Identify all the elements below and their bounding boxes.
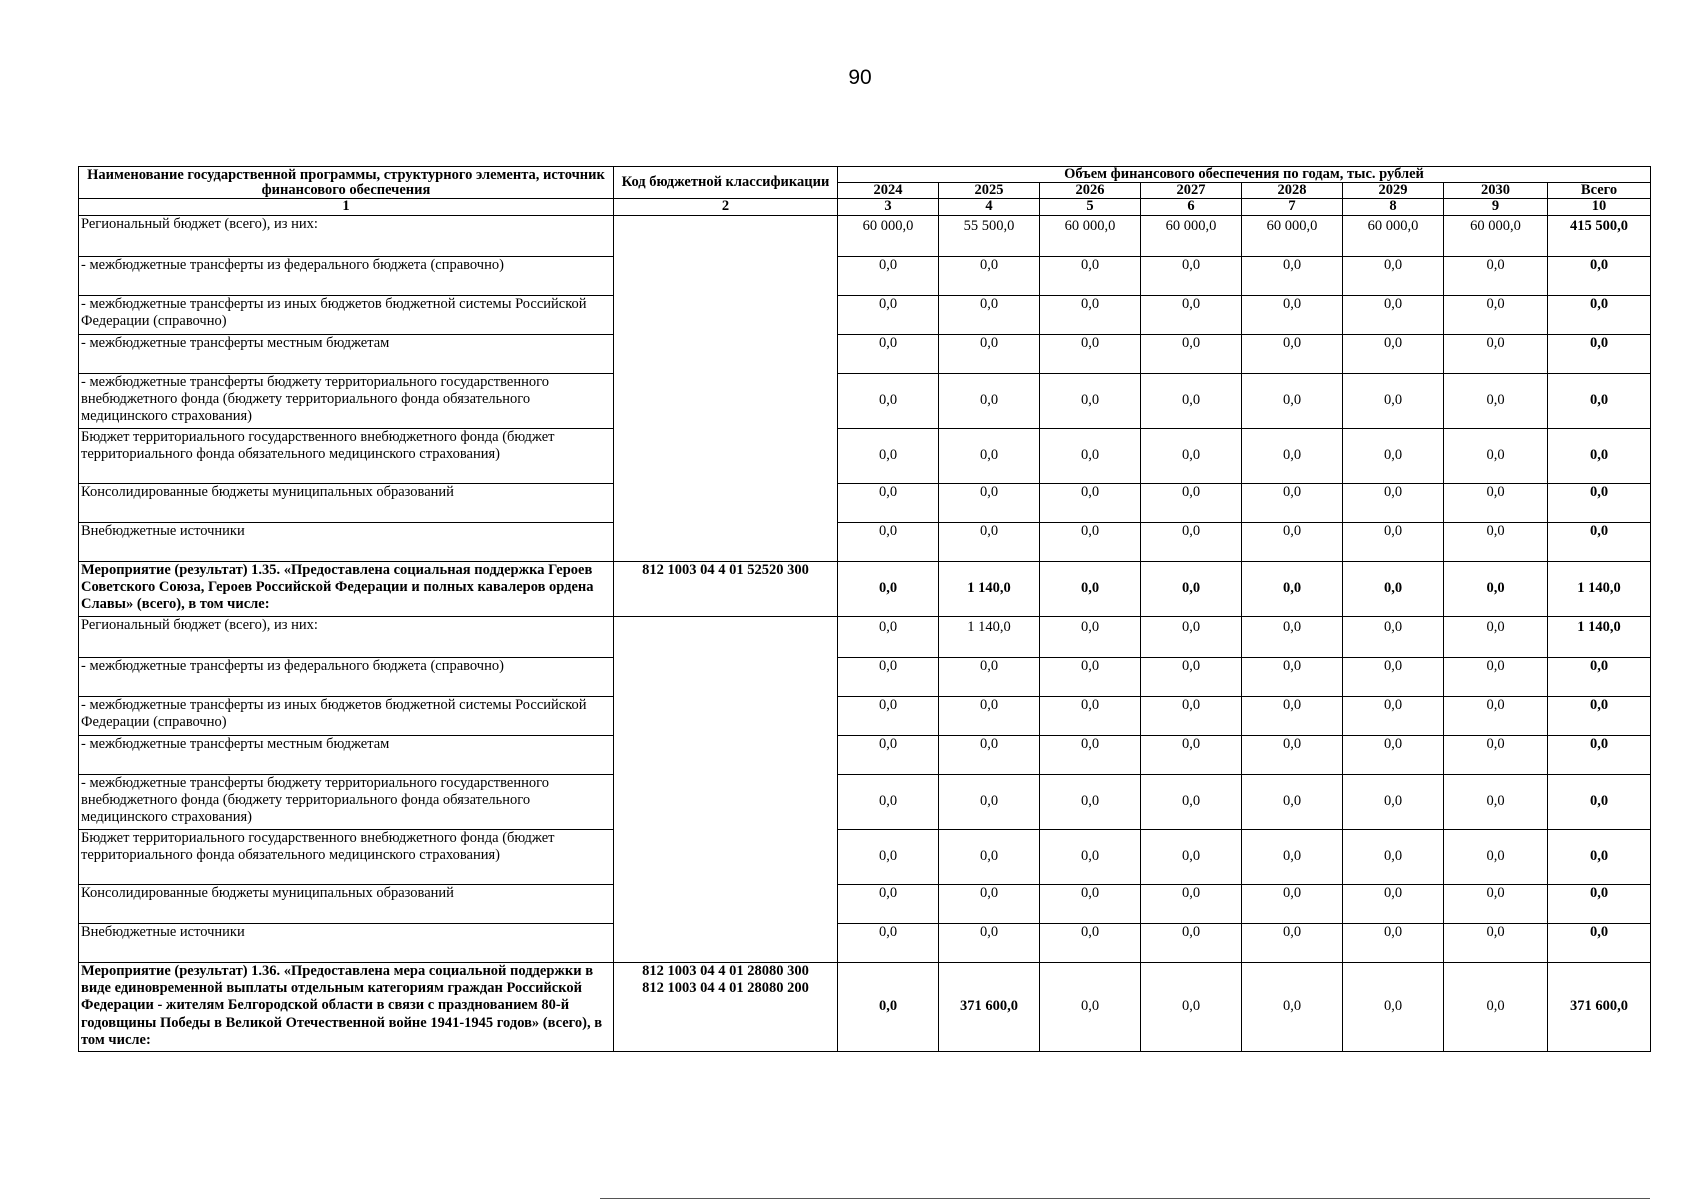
value-cell: 0,0: [939, 428, 1040, 483]
value-cell: 0,0: [1141, 428, 1242, 483]
header-total: Всего: [1548, 183, 1651, 199]
value-cell: 0,0: [838, 696, 939, 735]
value-cell: 371 600,0: [939, 962, 1040, 1051]
value-cell: 0,0: [1040, 428, 1141, 483]
column-number: 7: [1242, 199, 1343, 215]
header-name: Наименование государственной программы, структурного элемента, источник финансового обеспечения: [79, 167, 614, 199]
value-cell: 0,0: [1040, 483, 1141, 522]
value-cell: 0,0: [1040, 774, 1141, 829]
value-cell: 0,0: [1141, 923, 1242, 962]
value-cell: 0,0: [1444, 295, 1548, 334]
row-name: - межбюджетные трансферты из федерального бюджета (справочно): [79, 256, 614, 295]
value-cell: 0,0: [1141, 522, 1242, 561]
value-cell: 0,0: [1141, 256, 1242, 295]
table-row: [79, 295, 1651, 334]
row-name: - межбюджетные трансферты местным бюджетам: [79, 334, 614, 373]
value-cell: 0,0: [1444, 923, 1548, 962]
value-cell: 60 000,0: [1242, 215, 1343, 256]
value-cell: 0,0: [939, 735, 1040, 774]
row-name: - межбюджетные трансферты бюджету территориального государственного внебюджетного фонда (бюджету территориального фонда обязательного медицинского страхования): [79, 774, 614, 829]
value-cell: 0,0: [1444, 829, 1548, 884]
header-year: 2025: [939, 183, 1040, 199]
value-cell: 60 000,0: [1141, 215, 1242, 256]
value-cell: 0,0: [1444, 334, 1548, 373]
table-row: [79, 962, 1651, 1051]
header-year: 2030: [1444, 183, 1548, 199]
value-cell: 0,0: [939, 522, 1040, 561]
value-cell: 60 000,0: [1444, 215, 1548, 256]
value-cell: 0,0: [838, 616, 939, 657]
value-cell: 0,0: [1444, 696, 1548, 735]
column-number: 6: [1141, 199, 1242, 215]
value-cell: 0,0: [939, 295, 1040, 334]
value-cell: 0,0: [1141, 295, 1242, 334]
total-cell: 0,0: [1548, 483, 1651, 522]
value-cell: 60 000,0: [1040, 215, 1141, 256]
page-number: 90: [848, 66, 872, 89]
total-cell: 0,0: [1548, 428, 1651, 483]
total-cell: 0,0: [1548, 657, 1651, 696]
table-row: [79, 483, 1651, 522]
table-row: [79, 923, 1651, 962]
header-year: 2026: [1040, 183, 1141, 199]
value-cell: 0,0: [838, 884, 939, 923]
value-cell: 0,0: [838, 256, 939, 295]
column-number: 1: [79, 199, 614, 215]
row-name: Региональный бюджет (всего), из них:: [79, 215, 614, 256]
column-number: 5: [1040, 199, 1141, 215]
value-cell: 0,0: [838, 334, 939, 373]
table-row: [79, 215, 1651, 256]
value-cell: 0,0: [1444, 657, 1548, 696]
value-cell: 0,0: [838, 657, 939, 696]
value-cell: 0,0: [1141, 696, 1242, 735]
total-cell: 0,0: [1548, 829, 1651, 884]
value-cell: 0,0: [1040, 657, 1141, 696]
header-year: 2028: [1242, 183, 1343, 199]
row-name: - межбюджетные трансферты из иных бюджетов бюджетной системы Российской Федерации (справочно): [79, 696, 614, 735]
value-cell: 0,0: [1242, 923, 1343, 962]
value-cell: 0,0: [838, 923, 939, 962]
row-name: - межбюджетные трансферты из федерального бюджета (справочно): [79, 657, 614, 696]
total-cell: 0,0: [1548, 522, 1651, 561]
total-cell: 0,0: [1548, 295, 1651, 334]
row-name: Внебюджетные источники: [79, 522, 614, 561]
value-cell: 0,0: [838, 373, 939, 428]
value-cell: 0,0: [1444, 884, 1548, 923]
scan-edge-line: [600, 1198, 1650, 1199]
value-cell: 0,0: [1343, 923, 1444, 962]
value-cell: 0,0: [1040, 334, 1141, 373]
value-cell: 0,0: [838, 561, 939, 616]
value-cell: 0,0: [1343, 829, 1444, 884]
table-row: [79, 616, 1651, 657]
value-cell: 60 000,0: [838, 215, 939, 256]
header-volume: Объем финансового обеспечения по годам, тыс. рублей: [838, 167, 1651, 183]
table-row: [79, 884, 1651, 923]
value-cell: 0,0: [1242, 962, 1343, 1051]
value-cell: 0,0: [1343, 334, 1444, 373]
value-cell: 0,0: [1343, 884, 1444, 923]
row-name: Бюджет территориального государственного внебюджетного фонда (бюджет территориального фонда обязательного медицинского страхования): [79, 428, 614, 483]
total-cell: 1 140,0: [1548, 561, 1651, 616]
value-cell: 0,0: [1444, 735, 1548, 774]
value-cell: 0,0: [1040, 923, 1141, 962]
value-cell: 0,0: [1040, 696, 1141, 735]
table-row: [79, 735, 1651, 774]
value-cell: 0,0: [1141, 334, 1242, 373]
value-cell: 0,0: [1141, 483, 1242, 522]
value-cell: 0,0: [1242, 616, 1343, 657]
total-cell: 371 600,0: [1548, 962, 1651, 1051]
value-cell: 0,0: [939, 373, 1040, 428]
value-cell: 0,0: [838, 829, 939, 884]
row-name: Внебюджетные источники: [79, 923, 614, 962]
column-number: 8: [1343, 199, 1444, 215]
value-cell: 0,0: [838, 735, 939, 774]
value-cell: 0,0: [1343, 735, 1444, 774]
value-cell: 0,0: [1343, 561, 1444, 616]
value-cell: 0,0: [1040, 295, 1141, 334]
row-code-line: 812 1003 04 4 01 28080 200: [642, 980, 809, 997]
value-cell: 0,0: [1242, 735, 1343, 774]
value-cell: 0,0: [1444, 428, 1548, 483]
value-cell: 0,0: [1242, 334, 1343, 373]
value-cell: 0,0: [1040, 962, 1141, 1051]
value-cell: 0,0: [1444, 616, 1548, 657]
value-cell: 0,0: [1444, 373, 1548, 428]
value-cell: 0,0: [1141, 735, 1242, 774]
value-cell: 0,0: [1040, 561, 1141, 616]
row-code: 812 1003 04 4 01 52520 300: [614, 561, 838, 616]
column-number: 3: [838, 199, 939, 215]
value-cell: 0,0: [1141, 884, 1242, 923]
value-cell: 0,0: [1343, 962, 1444, 1051]
value-cell: 0,0: [1242, 774, 1343, 829]
value-cell: 0,0: [838, 295, 939, 334]
value-cell: 0,0: [939, 483, 1040, 522]
value-cell: 0,0: [1242, 483, 1343, 522]
value-cell: 0,0: [939, 256, 1040, 295]
header-code: Код бюджетной классификации: [614, 167, 838, 199]
value-cell: 0,0: [1141, 561, 1242, 616]
value-cell: 0,0: [1343, 295, 1444, 334]
total-cell: 415 500,0: [1548, 215, 1651, 256]
measure-name: Мероприятие (результат) 1.35. «Предоставлена социальная поддержка Героев Советского Союза, Героев Российской Федерации и полных кавалеров ордена Славы» (всего), в том числе:: [79, 561, 614, 616]
column-number: 9: [1444, 199, 1548, 215]
value-cell: 0,0: [1242, 561, 1343, 616]
value-cell: 0,0: [939, 334, 1040, 373]
value-cell: 1 140,0: [939, 616, 1040, 657]
value-cell: 0,0: [1040, 256, 1141, 295]
row-code-empty: [614, 215, 838, 561]
total-cell: 1 140,0: [1548, 616, 1651, 657]
value-cell: 0,0: [1040, 373, 1141, 428]
value-cell: 0,0: [838, 522, 939, 561]
table-row: [79, 428, 1651, 483]
total-cell: 0,0: [1548, 373, 1651, 428]
value-cell: 0,0: [1343, 616, 1444, 657]
table-row: [79, 657, 1651, 696]
value-cell: 0,0: [1343, 483, 1444, 522]
value-cell: 0,0: [1343, 774, 1444, 829]
total-cell: 0,0: [1548, 735, 1651, 774]
table-row: [79, 256, 1651, 295]
table-row: [79, 696, 1651, 735]
value-cell: 0,0: [939, 923, 1040, 962]
value-cell: 0,0: [838, 774, 939, 829]
value-cell: 0,0: [1343, 657, 1444, 696]
column-number: 10: [1548, 199, 1651, 215]
total-cell: 0,0: [1548, 884, 1651, 923]
value-cell: 0,0: [1141, 373, 1242, 428]
value-cell: 0,0: [1242, 522, 1343, 561]
table-row: [79, 334, 1651, 373]
total-cell: 0,0: [1548, 256, 1651, 295]
value-cell: 0,0: [939, 774, 1040, 829]
column-number: 2: [614, 199, 838, 215]
value-cell: 0,0: [838, 483, 939, 522]
value-cell: 0,0: [1242, 295, 1343, 334]
value-cell: 55 500,0: [939, 215, 1040, 256]
value-cell: 0,0: [1040, 735, 1141, 774]
header-year: 2024: [838, 183, 939, 199]
value-cell: 0,0: [1343, 428, 1444, 483]
value-cell: 0,0: [1343, 373, 1444, 428]
value-cell: 0,0: [1040, 829, 1141, 884]
total-cell: 0,0: [1548, 923, 1651, 962]
table-row: [79, 829, 1651, 884]
value-cell: 0,0: [1141, 829, 1242, 884]
table-row: [79, 774, 1651, 829]
value-cell: 0,0: [939, 696, 1040, 735]
value-cell: 0,0: [1444, 256, 1548, 295]
value-cell: 0,0: [1242, 829, 1343, 884]
header-year: 2029: [1343, 183, 1444, 199]
value-cell: 0,0: [1242, 657, 1343, 696]
column-number: 4: [939, 199, 1040, 215]
value-cell: 0,0: [1242, 428, 1343, 483]
header-year: 2027: [1141, 183, 1242, 199]
row-name: Консолидированные бюджеты муниципальных образований: [79, 884, 614, 923]
value-cell: 0,0: [939, 884, 1040, 923]
value-cell: 1 140,0: [939, 561, 1040, 616]
table-row: [79, 561, 1651, 616]
row-code: [614, 962, 838, 1051]
value-cell: 0,0: [1444, 774, 1548, 829]
value-cell: 0,0: [838, 428, 939, 483]
value-cell: 0,0: [1040, 884, 1141, 923]
value-cell: 0,0: [1242, 256, 1343, 295]
value-cell: 0,0: [939, 829, 1040, 884]
value-cell: 0,0: [1141, 962, 1242, 1051]
value-cell: 60 000,0: [1343, 215, 1444, 256]
row-name: - межбюджетные трансферты местным бюджетам: [79, 735, 614, 774]
value-cell: 0,0: [1141, 774, 1242, 829]
row-code-line: 812 1003 04 4 01 28080 300: [642, 962, 809, 979]
value-cell: 0,0: [1444, 483, 1548, 522]
table-row: [79, 522, 1651, 561]
value-cell: 0,0: [1242, 373, 1343, 428]
value-cell: 0,0: [1141, 657, 1242, 696]
row-code-empty: [614, 616, 838, 962]
value-cell: 0,0: [1141, 616, 1242, 657]
row-name: - межбюджетные трансферты бюджету территориального государственного внебюджетного фонда (бюджету территориального фонда обязательного медицинского страхования): [79, 373, 614, 428]
value-cell: 0,0: [1444, 522, 1548, 561]
value-cell: 0,0: [1040, 522, 1141, 561]
value-cell: 0,0: [1040, 616, 1141, 657]
measure-name: Мероприятие (результат) 1.36. «Предоставлена мера социальной поддержки в виде единовременной выплаты отдельным категориям граждан Российской Федерации - жителям Белгородской области в связи с празднованием 80-й годовщины Победы в Великой Отечественной войне 1941-1945 годов» (всего), в том числе:: [79, 962, 614, 1051]
value-cell: 0,0: [1343, 522, 1444, 561]
row-name: Региональный бюджет (всего), из них:: [79, 616, 614, 657]
value-cell: 0,0: [1242, 696, 1343, 735]
value-cell: 0,0: [1444, 561, 1548, 616]
row-name: - межбюджетные трансферты из иных бюджетов бюджетной системы Российской Федерации (справочно): [79, 295, 614, 334]
financing-table: [78, 166, 1651, 1052]
value-cell: 0,0: [838, 962, 939, 1051]
row-name: Консолидированные бюджеты муниципальных образований: [79, 483, 614, 522]
total-cell: 0,0: [1548, 696, 1651, 735]
row-name: Бюджет территориального государственного внебюджетного фонда (бюджет территориального фонда обязательного медицинского страхования): [79, 829, 614, 884]
value-cell: 0,0: [1343, 696, 1444, 735]
value-cell: 0,0: [1343, 256, 1444, 295]
table-row: [79, 373, 1651, 428]
total-cell: 0,0: [1548, 334, 1651, 373]
total-cell: 0,0: [1548, 774, 1651, 829]
value-cell: 0,0: [939, 657, 1040, 696]
value-cell: 0,0: [1444, 962, 1548, 1051]
value-cell: 0,0: [1242, 884, 1343, 923]
